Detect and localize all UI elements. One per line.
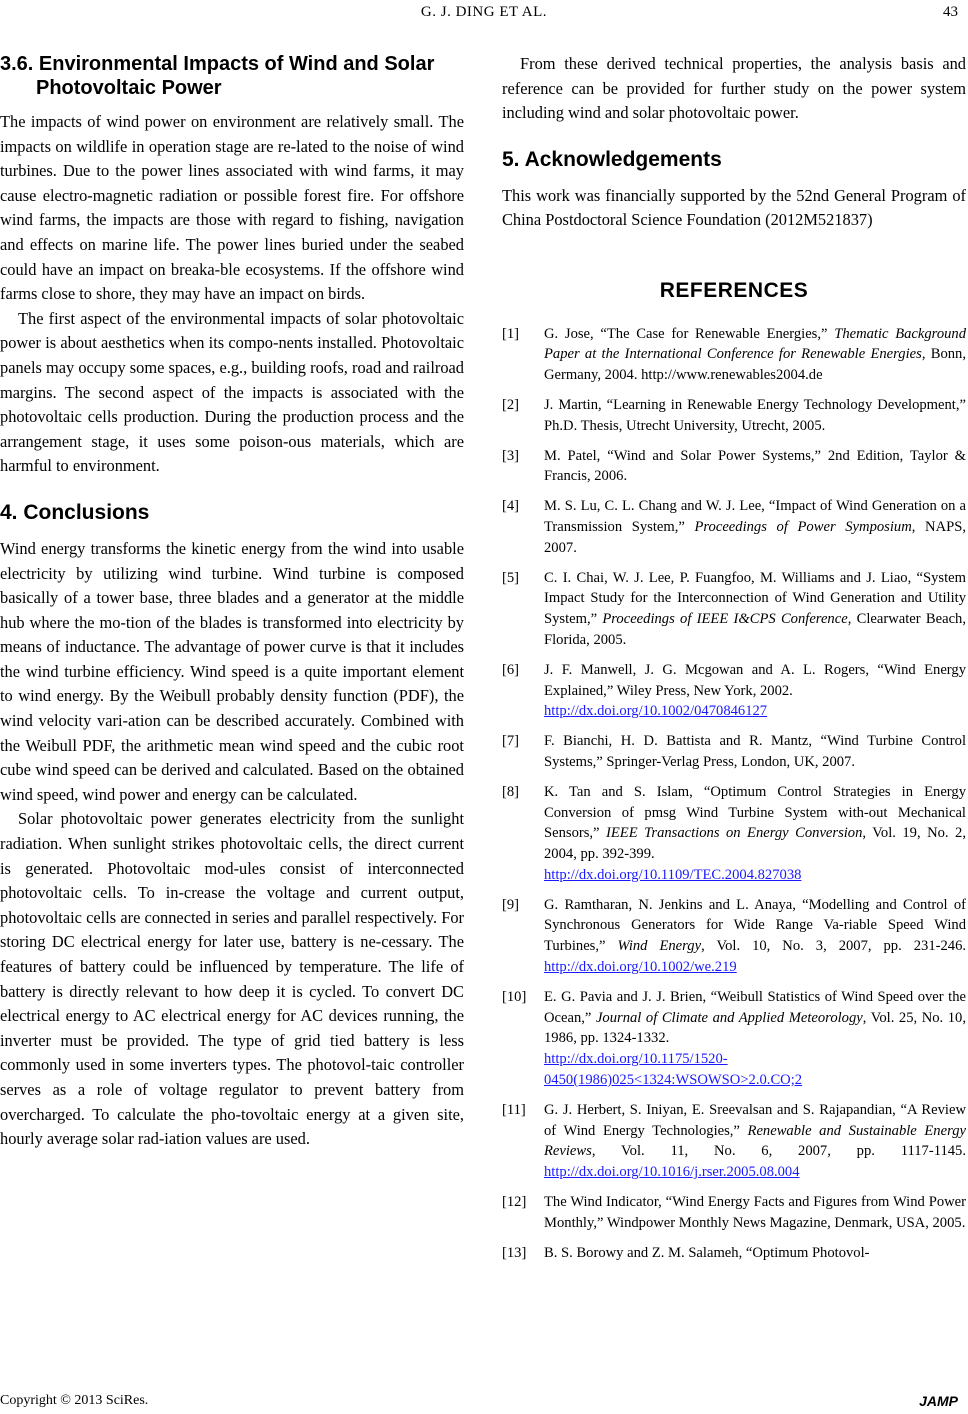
left-column <box>0 52 464 1152</box>
reference-item <box>502 1243 966 1264</box>
reference-doi-link[interactable]: http://dx.doi.org/10.1002/we.219 <box>544 959 737 976</box>
reference-text: G. J. Herbert, S. Iniyan, E. Sreevalsan and S. Rajapandian, “A Review of Wind Energy Technologies,” <box>544 1101 966 1139</box>
reference-text: F. Bianchi, H. D. Battista and R. Mantz, “Wind Turbine Control Systems,” Springer-Verlag Press, London, UK, 2007. <box>544 733 966 770</box>
reference-item <box>502 446 966 488</box>
reference-number: [12] <box>502 1194 527 1211</box>
reference-venue: Journal of Climate and Applied Meteorology <box>595 1009 863 1026</box>
reference-item <box>502 324 966 386</box>
reference-list <box>502 324 966 1264</box>
running-head-authors: G. J. DING ET AL. <box>420 4 548 20</box>
reference-number: [11] <box>502 1101 526 1118</box>
reference-item <box>502 395 966 437</box>
reference-item <box>502 987 966 1091</box>
reference-doi-link[interactable]: http://dx.doi.org/10.1016/j.rser.2005.08.004 <box>544 1164 800 1181</box>
section-4-title: 4. Conclusions <box>0 500 150 524</box>
reference-details: , Vol. 25, No. 10, 1986, pp. 1324-1332. <box>544 1009 966 1047</box>
section-4-paragraph-1: Wind energy transforms the kinetic energy from the wind into usable electricity by utilizing wind turbine. Wind turbine is composed basically of a tower base, three blades and a generator at the middle hub where the mo-tion of the blades is transformed into electricity by means of inductance. The advantage of power curve is that it includes the wind turbine efficiency. Wind speed is a quite important element to wind energy. By the Weibull probably density function (PDF), the wind velocity vari-ation can be described accurately. Combined with the Weibull PDF, the arithmetic mean wind speed and the cubic root cube wind speed can be derived and calculated. Based on the obtained wind speed, wind power and energy can be calculated. <box>0 538 464 804</box>
section-3-6-paragraph-1: The impacts of wind power on environment are relatively small. The impacts on wildlife in operation stage are re-lated to the noise of wind turbines. Due to the power lines associated with wind farms, it may cause electro-magnetic radiation or possible forest fire. For offshore wind farms, the impacts are those with regard to fishing, navigation and effects on marine life. The power lines buried under the seabed could have an impact on breaka-ble ecosystems. If the offshore wind farms close to shore, they may have an impact on birds. <box>0 112 464 304</box>
reference-venue: Thematic Background Paper at the International Conference for Renewable Energies <box>544 325 967 363</box>
reference-number: [1] <box>502 325 520 342</box>
reference-text: C. I. Chai, W. J. Lee, P. Fuangfoo, M. Williams and J. Liao, “System Impact Study for the Interconnection of Wind Generation and Utility System,” <box>544 569 966 628</box>
conclusion-continuation: From these derived technical properties, the analysis basis and reference can be provided for further study on the power system including wind and solar photovoltaic power. <box>502 54 966 123</box>
reference-item <box>502 782 966 886</box>
reference-number: [2] <box>502 396 520 413</box>
section-4-paragraph-2: Solar photovoltaic power generates electricity from the sunlight radiation. When sunlight strikes photovoltaic cells, the direct current is generated. Photovoltaic mod-ules consist of interconnected photovoltaic cells. To in-crease the voltage and current output, photovoltaic cells are connected in series and parallel respectively. For storing DC electrical energy for later use, battery is ne-cessary. The features of battery could be influenced by temperature. The life of battery is directly relevant to how deep it is cycled. To convert DC electrical energy to AC electrical energy for AC devices running, the inverter must be provided. The type of grid tied battery is less commonly used in some inverters types. The photovol-taic controller serves as a role of voltage regulator to prevent battery from overcharged. To calculate the pho-tovoltaic energy at a given site, hourly average solar rad-iation values are used. <box>0 809 464 1149</box>
reference-text: The Wind Indicator, “Wind Energy Facts and Figures from Wind Power Monthly,” Windpower Monthly News Magazine, Denmark, USA, 2005. <box>544 1194 966 1231</box>
reference-item <box>502 1192 966 1234</box>
reference-text: K. Tan and S. Islam, “Optimum Control Strategies in Energy Conversion of pmsg Wind Turbine System with-out Mechanical Sensors,” <box>544 783 966 842</box>
reference-item <box>502 660 966 722</box>
section-3-6-title-line1: 3.6. Environmental Impacts of Wind and Solar <box>0 53 435 75</box>
reference-text: G. Ramtharan, N. Jenkins and L. Anaya, “Modelling and Control of Synchronous Generators for Wide Range Va-riable Speed Wind Turbines,” <box>544 896 966 955</box>
reference-text: E. G. Pavia and J. J. Brien, “Weibull Statistics of Wind Speed over the Ocean,” <box>544 988 966 1026</box>
journal-name: JAMP <box>919 1393 958 1409</box>
reference-item <box>502 1100 966 1183</box>
reference-details: , Clearwater Beach, Florida, 2005. <box>544 611 966 648</box>
reference-number: [13] <box>502 1244 527 1261</box>
reference-number: [7] <box>502 733 520 750</box>
reference-doi-link[interactable]: http://dx.doi.org/10.1109/TEC.2004.827038 <box>544 866 802 883</box>
running-header <box>0 0 968 30</box>
reference-item <box>502 895 966 978</box>
reference-number: [4] <box>502 498 520 515</box>
reference-number: [3] <box>502 447 520 464</box>
reference-number: [8] <box>502 783 520 800</box>
reference-venue: Proceedings of IEEE I&CPS Conference <box>602 611 848 628</box>
reference-number: [6] <box>502 661 520 678</box>
reference-item <box>502 568 966 651</box>
reference-details: , Bonn, Germany, 2004. http://www.renewables2004.de <box>544 346 966 384</box>
section-3-6-title <box>0 52 464 100</box>
right-column <box>502 52 966 1272</box>
reference-venue: Wind Energy <box>617 938 702 955</box>
reference-text: M. S. Lu, C. L. Chang and W. J. Lee, “Impact of Wind Generation on a Transmission System,” <box>544 498 966 535</box>
reference-number: [5] <box>502 569 520 586</box>
reference-details: , Vol. 19, No. 2, 2004, pp. 392-399. <box>544 825 966 863</box>
reference-text: J. F. Manwell, J. G. Mcgowan and A. L. Rogers, “Wind Energy Explained,” Wiley Press, New York, 2002. <box>544 661 966 699</box>
reference-doi-link[interactable]: http://dx.doi.org/10.1002/0470846127 <box>544 703 768 720</box>
reference-details: , Vol. 10, No. 3, 2007, pp. 231-246. <box>701 938 967 955</box>
reference-number: [9] <box>502 896 520 913</box>
section-3-6-title-line2: Photovoltaic Power <box>36 77 222 99</box>
reference-text: G. Jose, “The Case for Renewable Energies,” <box>544 325 835 342</box>
reference-venue: Renewable and Sustainable Energy Reviews <box>544 1122 966 1160</box>
reference-text: J. Martin, “Learning in Renewable Energy Technology Development,” Ph.D. Thesis, Utrecht University, Utrecht, 2005. <box>544 396 966 434</box>
page-number: 43 <box>943 4 958 20</box>
references-title: REFERENCES <box>659 278 809 302</box>
section-3-6-paragraph-2: The first aspect of the environmental impacts of solar photovoltaic power is about aesthetics when its compo-nents installed. Photovoltaic panels may occupy some spaces, e.g., building roofs, road and railroad margins. The second aspect of the impacts is associated with the photovoltaic cells production. During the production process and the arrangement stage, it uses some poison-ous materials, which are harmful to environment. <box>0 308 464 476</box>
reference-item <box>502 496 966 558</box>
reference-venue: IEEE Transactions on Energy Conversion <box>606 825 863 842</box>
reference-details: , Vol. 11, No. 6, 2007, pp. 1117-1145. <box>591 1143 966 1160</box>
reference-details: , NAPS, 2007. <box>544 518 966 556</box>
reference-text: M. Patel, “Wind and Solar Power Systems,” 2nd Edition, Taylor & Francis, 2006. <box>544 447 966 485</box>
acknowledgements-paragraph: This work was financially supported by the 52nd General Program of China Postdoctoral Science Foundation (2012M521837) <box>502 185 966 230</box>
section-5-title: 5. Acknowledgements <box>502 147 722 171</box>
reference-text: B. S. Borowy and Z. M. Salameh, “Optimum Photovol- <box>544 1244 870 1261</box>
reference-doi-link[interactable]: http://dx.doi.org/10.1175/1520-0450(1986)025<1324:WSOWSO>2.0.CO;2 <box>544 1051 803 1089</box>
copyright-notice: Copyright © 2013 SciRes. <box>0 1393 149 1408</box>
reference-number: [10] <box>502 988 527 1005</box>
reference-venue: Proceedings of Power Symposium <box>694 518 912 535</box>
reference-item <box>502 731 966 773</box>
